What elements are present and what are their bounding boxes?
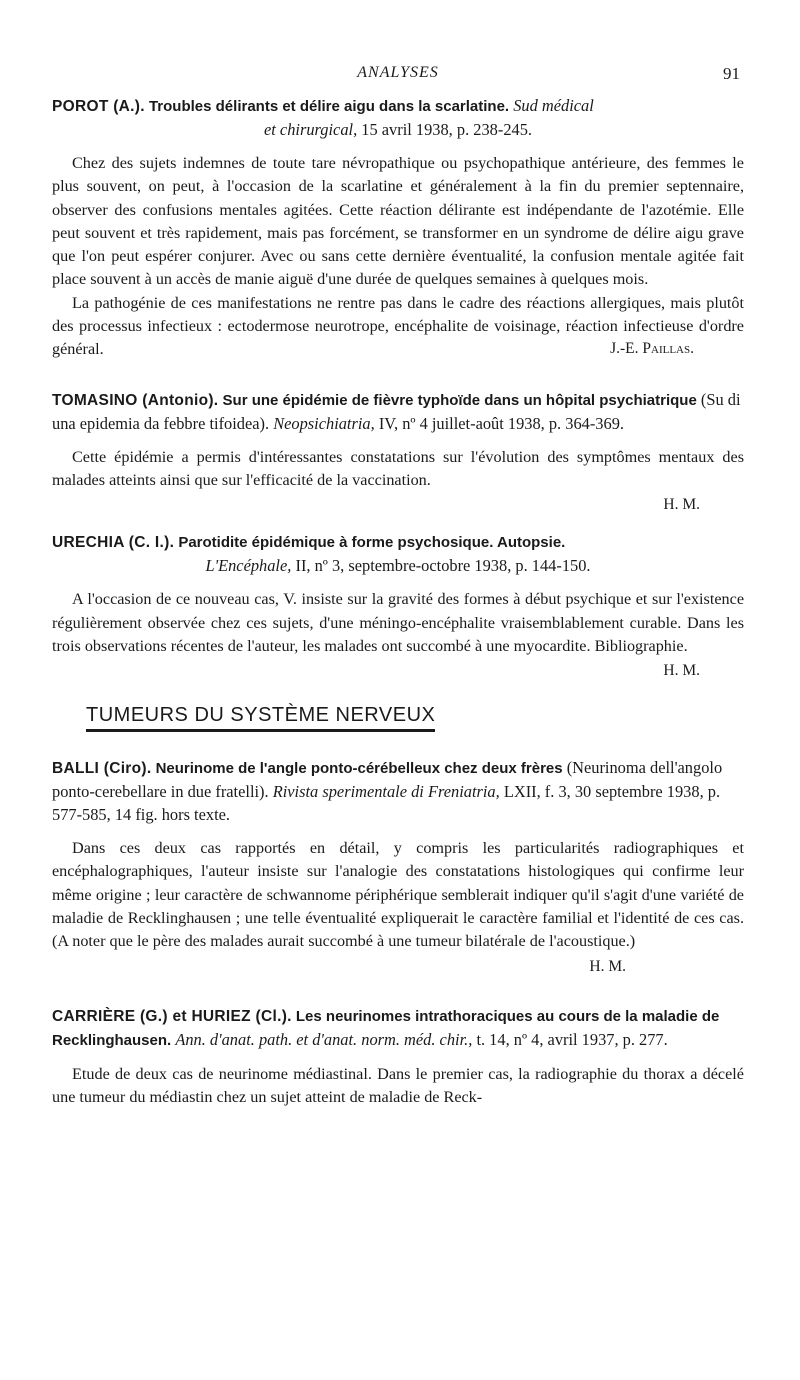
author: URECHIA (C. I.). <box>52 534 175 552</box>
citation-line-2 <box>52 118 744 141</box>
abstract-paragraph: Cette épidémie a permis d'intéressantes constatations sur l'évolution des symptômes mentaux des malades atteints ainsi que sur l'efficacité de la vaccination. <box>52 447 744 489</box>
article-title: Troubles délirants et délire aigu dans la scarlatine. <box>148 98 510 115</box>
abstract-text: La pathogénie de ces manifestations ne rentre pas dans le cadre des réactions allergiques, mais plutôt des processus infectieux : ectodermose neurotrope, encéphalite de voisinage, réaction infectieuse d'ordre général. <box>52 293 744 359</box>
abstract-paragraph <box>52 292 744 362</box>
section-heading-wrap <box>52 682 744 732</box>
publication-details: IV, nº 4 juillet-août 1938, p. 364-369. <box>378 413 624 433</box>
section-heading: TUMEURS DU SYSTÈME NERVEUX <box>86 704 435 732</box>
review-entry-tomasino <box>52 388 744 517</box>
running-title: ANALYSES <box>357 64 439 81</box>
abstract-paragraph: A l'occasion de ce nouveau cas, V. insiste sur la gravité des formes à début psychique et sur l'existence régulièrement observée chez ces sujets, d'une méningo-encéphalite vraisemblablement curable. Dans les trois observations récentes de l'auteur, les malades ont succombé à une myocardite. Bibliographie. <box>52 590 744 655</box>
review-entry-urechia <box>52 530 744 682</box>
citation <box>52 756 744 826</box>
signature: J.-E. Paillas. <box>610 340 694 358</box>
citation <box>52 94 744 141</box>
journal-name: Ann. d'anat. path. et d'anat. norm. méd. chir., <box>175 1029 473 1049</box>
article-title: Parotidite épidémique à forme psychosique. Autopsie. <box>178 534 566 552</box>
signature: H. M. <box>589 957 626 975</box>
abstract-paragraph: Etude de deux cas de neurinome médiastinal. Dans le premier cas, la radiographie du thorax a décelé une tumeur du médiastin chez un sujet atteint de maladie de Reck- <box>52 1064 744 1106</box>
abstract <box>52 588 744 658</box>
review-entry-balli <box>52 756 744 977</box>
journal-name: Neopsichiatria, <box>273 413 375 433</box>
signature: H. M. <box>663 496 700 514</box>
citation <box>52 1004 744 1052</box>
review-entry-porot <box>52 94 744 362</box>
journal-name: Rivista sperimentale di Freniatria, <box>272 782 500 802</box>
original-title: (Neurinoma dell'angolo ponto-cerebellare in due fratelli). <box>52 758 723 802</box>
article-title: Sur une épidémie de fièvre typhoïde dans un hôpital psychiatrique <box>222 391 697 409</box>
original-title: (Su di una epidemia da febbre tifoidea). <box>52 389 741 433</box>
article-title: Neurinome de l'angle ponto-cérébelleux chez deux frères <box>155 760 563 778</box>
abstract-paragraph: Chez des sujets indemnes de toute tare névropathique ou psychopathique antérieure, des femmes le plus souvent, on peut, à l'occasion de la scarlatine et généralement à la fin du premier septennaire, observer des confusions mentales agitées. Cette réaction délirante est indépendante de l'azotémie. Elle peut souvent et très rapidement, mais pas forcément, se transformer en un syndrome de délire aigu grave que l'on peut espérer conjurer. Avec ou sans cette dernière éventualité, la confusion mentale agitée fait place souvent à un accès de manie aiguë d'une durée de quelques semaines à quelques mois. <box>52 154 744 289</box>
author: CARRIÈRE (G.) et HURIEZ (Cl.). <box>52 1007 292 1025</box>
publication-details: t. 14, nº 4, avril 1937, p. 277. <box>476 1029 668 1049</box>
journal-name: Sud médical <box>513 96 594 115</box>
signature: H. M. <box>663 662 700 680</box>
citation-line-2 <box>52 554 744 577</box>
citation <box>52 530 744 577</box>
abstract <box>52 152 744 362</box>
abstract <box>52 446 744 493</box>
author: POROT (A.). <box>52 98 145 115</box>
abstract <box>52 837 744 953</box>
abstract-paragraph: Dans ces deux cas rapportés en détail, y compris les particularités radiographiques et encéphalographiques, l'auteur insiste sur l'analogie des constatations histologiques qui confirme leur même origine ; leur caractère de schwannome périphérique semblerait indiquer qu'il s'agit d'une variété de maladie de Recklinghausen ; une telle éventualité expliquerait le caractère familial et l'identité de ces cas. (A noter que le père des malades aurait succombé à une tumeur bilatérale de l'acoustique.) <box>52 839 744 951</box>
citation <box>52 388 744 435</box>
page-number: 91 <box>723 64 740 83</box>
abstract <box>52 1063 744 1110</box>
journal-name: L'Encéphale, <box>205 556 292 576</box>
page <box>52 60 744 1109</box>
running-head <box>52 60 744 84</box>
journal-name-cont: et chirurgical, <box>264 120 358 139</box>
author: BALLI (Ciro). <box>52 760 152 778</box>
publication-details: 15 avril 1938, p. 238-245. <box>361 120 532 139</box>
article-title: Les neurinomes intrathoraciques au cours de la maladie de Recklinghausen. <box>52 1007 720 1049</box>
review-entry-carriere <box>52 1004 744 1110</box>
publication-details: II, nº 3, septembre-octobre 1938, p. 144-150. <box>295 556 591 576</box>
publication-details: LXII, f. 3, 30 septembre 1938, p. 577-585, 14 fig. hors texte. <box>52 782 721 825</box>
author: TOMASINO (Antonio). <box>52 391 219 409</box>
